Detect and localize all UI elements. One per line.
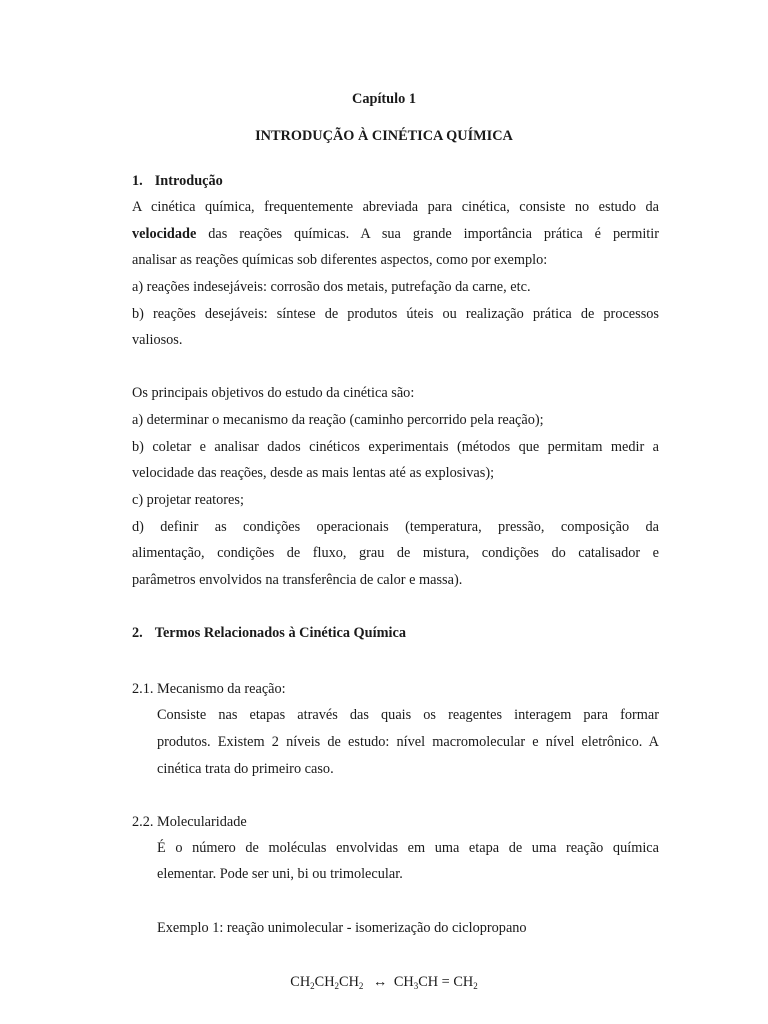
objective-a: a) determinar o mecanismo da reação (caminho percorrido pela reação); (132, 412, 544, 428)
section-1-heading (132, 173, 223, 190)
section-2-number: 2. (132, 625, 143, 641)
eq-lhs-sub-2: 2 (334, 981, 340, 991)
section-2-title: Termos Relacionados à Cinética Química (154, 625, 406, 641)
objective-b-line-1: b) coletar e analisar dados cinéticos experimentais (métodos que permitam medir a (132, 439, 659, 455)
eq-lhs-ch-1: CH (290, 974, 311, 990)
section-1-number: 1. (132, 173, 143, 189)
mechanism-line-2: produtos. Existem 2 níveis de estudo: nível macromolecular e nível eletrônico. A (157, 734, 659, 750)
molecularity-line-1: É o número de moléculas envolvidas em uma etapa de uma reação química (157, 840, 659, 856)
isomerization-equation (0, 974, 768, 991)
objective-d-line-1: d) definir as condições operacionais (temperatura, pressão, composição da (132, 519, 659, 535)
eq-rhs-ch3: CH (393, 974, 414, 990)
eq-lhs-ch-2: CH (314, 974, 335, 990)
eq-lhs-sub-3: 2 (358, 981, 364, 991)
section-1-title: Introdução (154, 173, 223, 189)
intro-line-2 (132, 226, 659, 243)
eq-lhs-sub-1: 2 (310, 981, 315, 991)
objective-d-line-2: alimentação, condições de fluxo, grau de mistura, condições do catalisador e (132, 545, 659, 561)
intro-line-1: A cinética química, frequentemente abreviada para cinética, consiste no estudo da (132, 199, 659, 215)
eq-lhs-ch-3: CH (339, 974, 359, 990)
example-1-caption: Exemplo 1: reação unimolecular - isomerização do ciclopropano (157, 920, 527, 936)
subsection-2-2-heading: 2.2. Molecularidade (132, 814, 247, 830)
objective-b-line-2: velocidade das reações, desde as mais lentas até as explosivas); (132, 465, 495, 481)
equilibrium-arrow: ↔ (373, 974, 388, 990)
intro-line-2-rest: das reações químicas. A sua grande importância prática é permitir (208, 226, 660, 242)
subsection-2-1-heading: 2.1. Mecanismo da reação: (132, 681, 286, 697)
chapter-title: INTRODUÇÃO À CINÉTICA QUÍMICA (255, 128, 513, 144)
objectives-intro: Os principais objetivos do estudo da cinética são: (132, 385, 415, 401)
mechanism-line-3: cinética trata do primeiro caso. (157, 761, 334, 777)
molecularity-line-2: elementar. Pode ser uni, bi ou trimolecular. (157, 866, 403, 882)
eq-rhs-sub-1: 3 (413, 981, 419, 991)
eq-rhs-sub-2: 2 (473, 981, 478, 991)
eq-rhs-double-bond: CH = CH (418, 974, 474, 990)
section-2-heading (132, 625, 406, 642)
example-b-line-1: b) reações desejáveis: síntese de produtos úteis ou realização prática de processos (132, 306, 659, 322)
objective-d-line-3: parâmetros envolvidos na transferência de calor e massa). (132, 572, 463, 588)
example-a: a) reações indesejáveis: corrosão dos metais, putrefação da carne, etc. (132, 279, 531, 295)
example-b-line-2: valiosos. (132, 332, 183, 348)
velocidade-term: velocidade (132, 226, 197, 242)
chapter-label: Capítulo 1 (352, 91, 416, 107)
objective-c: c) projetar reatores; (132, 492, 244, 508)
mechanism-line-1: Consiste nas etapas através das quais os reagentes interagem para formar (157, 707, 659, 723)
intro-line-3: analisar as reações químicas sob diferentes aspectos, como por exemplo: (132, 252, 548, 268)
